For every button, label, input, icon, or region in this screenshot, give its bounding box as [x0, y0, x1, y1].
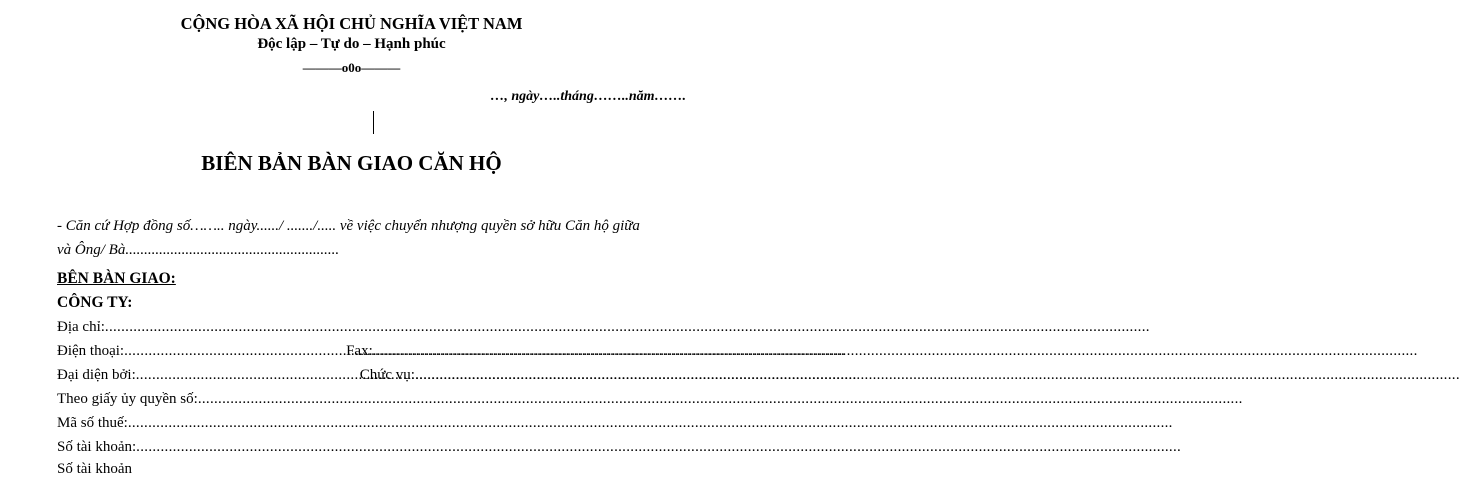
- header-ornament: ———o0o———: [302, 60, 401, 75]
- position-label: Chức vụ:: [359, 367, 415, 383]
- representative-blank: [136, 364, 360, 386]
- tax-code-field-row: [57, 412, 685, 434]
- tax-code-blank: [128, 412, 1173, 434]
- representative-field-row: [57, 364, 685, 386]
- handover-party-heading: BÊN BÀN GIAO:: [57, 270, 176, 287]
- basis-line-2: và Ông/ Bà.........................................................: [57, 242, 340, 258]
- phone-fax-field-row: [57, 340, 685, 362]
- representative-label: Đại diện bởi:: [57, 367, 136, 383]
- bank-account-field-row: [57, 436, 685, 458]
- authorization-field-row: [57, 388, 685, 410]
- position-blank: [415, 364, 1460, 386]
- authorization-blank: [198, 388, 1243, 410]
- bank-account-label: Số tài khoản:: [57, 439, 137, 455]
- basis-line-1: - Căn cứ Hợp đồng số…….. ngày....../ ......./..... về việc chuyển nhượng quyền sở hữu Căn hộ giữa: [57, 218, 640, 234]
- address-field-row: [57, 316, 685, 338]
- document-title: BIÊN BẢN BÀN GIAO CĂN HỘ: [201, 151, 502, 175]
- partial-field-row: [57, 458, 685, 480]
- fax-blank: [373, 340, 1418, 362]
- authorization-label: Theo giấy ủy quyền số:: [57, 391, 198, 407]
- partial-label: Số tài khoản: [57, 461, 132, 477]
- national-motto: Độc lập – Tự do – Hạnh phúc: [257, 36, 446, 52]
- phone-blank: [124, 340, 346, 362]
- address-blank: [105, 316, 1150, 338]
- national-header: CỘNG HÒA XÃ HỘI CHỦ NGHĨA VIỆT NAM: [180, 14, 523, 33]
- tax-code-label: Mã số thuế:: [57, 415, 128, 431]
- company-heading: CÔNG TY:: [57, 294, 133, 311]
- contract-basis-paragraph: [57, 214, 697, 262]
- fax-label: Fax:: [346, 343, 373, 359]
- document-page: [0, 0, 703, 477]
- phone-label: Điện thoại:: [57, 343, 125, 359]
- address-label: Địa chỉ:: [57, 319, 105, 335]
- text-cursor: [373, 111, 374, 134]
- bank-account-blank: [136, 436, 1181, 458]
- place-date-line: …, ngày…..tháng……..năm…….: [490, 89, 686, 104]
